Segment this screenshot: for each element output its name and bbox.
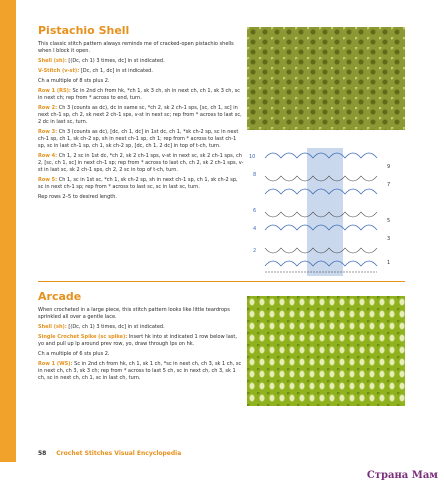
repeat-highlight <box>307 148 343 276</box>
row-number: 8 <box>253 172 257 178</box>
pistachio-row <box>38 88 244 102</box>
pistachio-intro: This classic stitch pattern always reminds me of cracked-open pistachio shells when I block it open. <box>38 41 234 54</box>
vstitch-label: V-Stitch (v-st): <box>38 68 80 74</box>
pistachio-repeat: Rep rows 2–5 to desired length. <box>38 194 117 200</box>
arcade-shell-def <box>38 324 244 331</box>
row-text: Sc in 2nd ch from hk, ch 1, sk 1 ch, *sc in next ch, ch 3, sk 1 ch, sc in next ch, ch 3, sk 3 ch; rep from * across to last 5 ch, sc in next ch, ch 3, sk 1 ch, sc in next ch, ch 1, sc in last ch, turn. <box>38 361 242 381</box>
shell-label: Shell (sh): <box>38 324 67 330</box>
pistachio-shell-def <box>38 58 244 65</box>
arcade-intro: When crocheted in a large piece, this stitch pattern looks like little teardrops sprinkled all over a gentle lace. <box>38 307 230 320</box>
row-numbers-right <box>387 164 390 266</box>
row-text: Ch 3 (counts as dc), dc in same sc, *ch 2, sk 2 ch-1 sps, [sc, ch 1, sc] in next ch-1 sp, ch 2, sk next 2 ch-1 sps, v-st in next sc; rep from * across to last sc, 2 dc in last sc, turn. <box>38 105 242 125</box>
row-number: 5 <box>387 218 391 224</box>
row-number: 10 <box>249 154 256 160</box>
arcade-title: Arcade <box>38 290 82 303</box>
watermark: Страна Мам <box>366 470 438 481</box>
arcade-multiple: Ch a multiple of 6 sts plus 2. <box>38 351 110 357</box>
row-number: 6 <box>253 208 257 214</box>
row-text: Sc in 2nd ch from hk, *ch 1, sk 3 ch, sh in next ch, ch 1, sk 3 ch, sc in next ch; rep from * across to end, turn. <box>38 88 241 101</box>
shell-text: [(Dc, ch 1) 3 times, dc] in st indicated. <box>68 58 165 64</box>
book-title: Crochet Stitches Visual Encyclopedia <box>56 450 182 457</box>
spike-text: Insert hk into st indicated 1 row below last, yo and pull up lp around prev row, yo, draw through lps on hk. <box>38 334 237 347</box>
row-label: Row 1 (RS): <box>38 88 71 94</box>
row-number: 1 <box>387 260 391 266</box>
pistachio-section <box>38 24 244 204</box>
row-number: 2 <box>253 248 257 254</box>
pistachio-row <box>38 129 244 150</box>
row-label: Row 3: <box>38 129 58 135</box>
row-label: Row 4: <box>38 153 58 159</box>
arcade-section <box>38 290 244 385</box>
arcade-swatch-photo <box>247 296 405 406</box>
row-numbers-left <box>249 154 256 254</box>
pistachio-swatch-photo <box>247 27 405 130</box>
page-footer <box>38 450 181 457</box>
page-number: 58 <box>38 450 47 457</box>
row-label: Row 1 (WS): <box>38 361 73 367</box>
pistachio-title: Pistachio Shell <box>38 24 130 37</box>
spike-label: Single Crochet Spike (sc spike): <box>38 334 128 340</box>
orange-margin-bar <box>0 0 16 462</box>
section-divider <box>38 281 405 282</box>
row-number: 7 <box>387 182 391 188</box>
arcade-row <box>38 361 244 382</box>
pistachio-row <box>38 153 244 174</box>
row-number: 3 <box>387 236 391 242</box>
row-text: Ch 1, 2 sc in 1st dc, *ch 2, sk 2 ch-1 sps, v-st in next sc, sk 2 ch-1 sps, ch 2, [sc, ch 1, sc] in next ch-1 sp; rep from * across to last ch, ch 2, sk 2 ch-1 sps, v-st in last sc, sk 2 ch-1 sps, ch 2, 2 sc in top of t-ch, turn. <box>38 153 244 173</box>
vstitch-text: [Dc, ch 1, dc] in st indicated. <box>80 68 153 74</box>
row-number: 4 <box>253 226 257 232</box>
row-label: Row 2: <box>38 105 58 111</box>
row-text: Ch 1, sc in 1st sc, *ch 1, sk ch-2 sp, sh in next ch-1 sp, ch 1, sk ch-2 sp, sc in next ch-1 sp; rep from * across to last sc, sc in last sc, turn. <box>38 177 238 190</box>
pistachio-vstitch-def <box>38 68 244 75</box>
stitch-diagram <box>247 148 397 276</box>
pistachio-row <box>38 105 244 126</box>
shell-label: Shell (sh): <box>38 58 67 64</box>
pistachio-multiple: Ch a multiple of 8 sts plus 2. <box>38 78 110 84</box>
row-number: 9 <box>387 164 391 170</box>
row-text: Ch 3 (counts as dc), [dc, ch 1, dc] in 1st dc, ch 1, *sk ch-2 sp, sc in next ch-1 sp, ch 1, sk ch-2 sp, sh in next ch-1 sp, ch 1; rep from * across to last ch-1 sp, sc in last ch-1 sp, ch 1, sk ch-2 sp, [dc, ch 1, 2 dc] in top of t-ch, turn. <box>38 129 239 149</box>
row-label: Row 5: <box>38 177 58 183</box>
shell-text: [(Dc, ch 1) 3 times, dc] in st indicated. <box>68 324 165 330</box>
pistachio-row <box>38 177 244 191</box>
arcade-spike-def <box>38 334 244 348</box>
